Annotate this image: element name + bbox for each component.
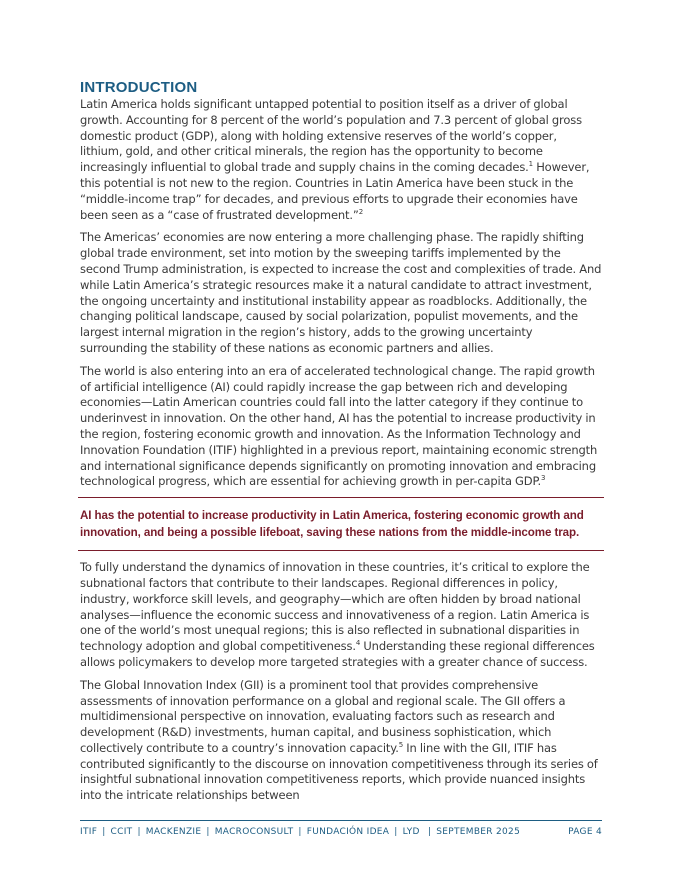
paragraph-1: [80, 97, 602, 223]
footnote-ref-5[interactable]: 5: [398, 741, 404, 750]
footer-organizations: ITIF | CCIT | MACKENZIE | MACROCONSULT | FUNDACIÓN IDEA | LYD | SEPTEMBER 2025: [80, 827, 521, 837]
page-number: PAGE 4: [568, 827, 602, 837]
paragraph-5-text-cont: In line with the GII, ITIF has contributed significantly to the discourse on innovation competitiveness through its series of insightful subnational innovation competitiveness reports, which provide nuanced insights into the intricate relationships between: [80, 740, 598, 803]
footnote-ref-4[interactable]: 4: [355, 639, 361, 648]
footer-org: MACROCONSULT: [214, 827, 294, 837]
paragraph-4: [80, 560, 602, 671]
paragraph-3: [80, 364, 602, 490]
footnote-ref-2[interactable]: 2: [358, 207, 364, 216]
footnote-ref-1[interactable]: 1: [528, 160, 533, 169]
paragraph-5: [80, 678, 602, 804]
paragraph-1-text-cont: However, this potential is not new to the region. Countries in Latin America have been stuck in the “middle-income trap” for decades, and previous efforts to upgrade their economies have been seen as a “case of frustrated development.”: [80, 160, 590, 222]
paragraph-5-text: The Global Innovation Index (GII) is a prominent tool that provides comprehensive assessments of innovation performance on a global and regional scale. The GII offers a multidimensional perspective on innovation, evaluating factors such as research and development (R&D) investments, human capital, and business sophistication, which collectively contribute to a country’s innovation capacity.: [80, 677, 566, 755]
footer-org: CCIT: [110, 827, 133, 837]
footer-org: FUNDACIÓN IDEA: [306, 827, 390, 837]
footer-date: SEPTEMBER 2025: [436, 827, 521, 837]
section-heading: INTRODUCTION: [80, 79, 198, 96]
paragraph-2: The Americas’ economies are now entering a more challenging phase. The rapidly shifting global trade environment, set into motion by the sweeping tariffs implemented by the second Trump administration, is expected to increase the cost and complexities of trade. And while Latin America’s strategic resources make it a natural candidate to attract investment, the ongoing uncertainty and institutional instability appear as roadblocks. Additionally, the changing political landscape, caused by social polarization, populist movements, and the largest internal migration in the region’s history, adds to the growing uncertainty surrounding the stability of these nations as economic partners and allies.: [80, 230, 602, 355]
footnote-ref-3[interactable]: 3: [541, 474, 546, 483]
paragraph-3-text: The world is also entering into an era of accelerated technological change. The rapid growth of artificial intelligence (AI) could rapidly increase the gap between rich and developing economies—Latin American countries could fall into the latter category if they continue to underinvest in innovation. On the other hand, AI has the potential to increase productivity in the region, fostering economic growth and innovation. As the Information Technology and Innovation Foundation (ITIF) highlighted in a previous report, maintaining economic strength and international significance depends significantly on promoting innovation and embracing technological progress, which are essential for achieving growth in per-capita GDP.: [80, 363, 598, 489]
paragraph-4-text-cont: Understanding these regional differences allows policymakers to develop more targeted strategies with a greater chance of success.: [80, 639, 595, 669]
paragraph-1-text: Latin America holds significant untapped potential to position itself as a driver of global growth. Accounting for 8 percent of the world’s population and 7.3 percent of global gross domestic product (GDP), along with holding extensive reserves of the world’s copper, lithium, gold, and other critical minerals, the region has the opportunity to become increasingly influential to global trade and supply chains in the coming decades.: [80, 97, 582, 175]
paragraph-4-text: To fully understand the dynamics of innovation in these countries, it’s critical to explore the subnational factors that contribute to their landscapes. Regional differences in policy, industry, workforce skill levels, and geography—which are often hidden by broad national analyses—influence the economic success and innovativeness of a region. Latin America is one of the world’s most unequal regions; this is also reflected in subnational disparities in technology adoption and global competitiveness.: [80, 560, 590, 654]
pull-quote-text: AI has the potential to increase productivity in Latin America, fostering economic growth and innovation, and being a possible lifeboat, saving these nations from the middle-income trap.: [80, 509, 584, 539]
page-content: [80, 79, 602, 811]
pull-quote: [78, 497, 604, 551]
footer-org: LYD: [402, 827, 420, 837]
page-footer: [80, 820, 602, 837]
footer-org: MACKENZIE: [145, 827, 202, 837]
footer-org: ITIF: [80, 827, 98, 837]
